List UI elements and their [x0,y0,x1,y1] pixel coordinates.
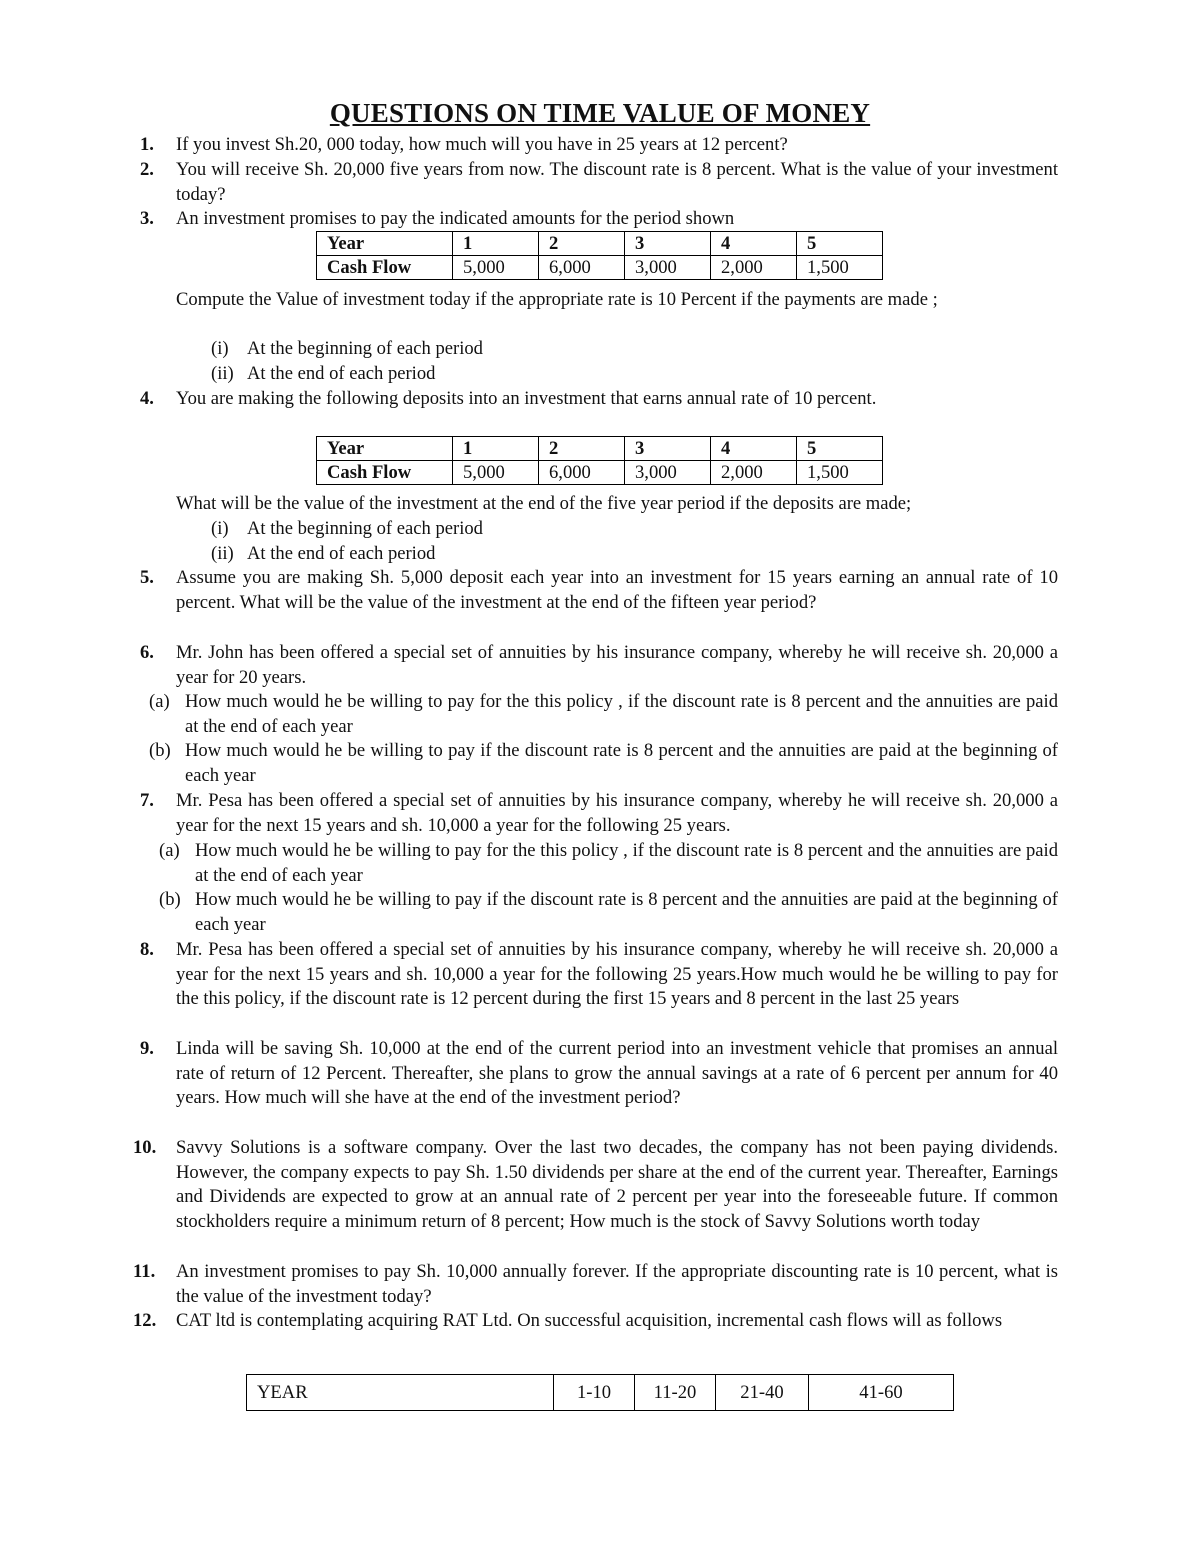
question-11 [133,1260,1058,1309]
part-label: (i) [211,518,229,539]
question-number: 3. [140,208,154,229]
cash-flow-period-table [246,1374,954,1411]
question-3-instruction: Compute the Value of investment today if the appropriate rate is 10 Percent if the payments are made ; [176,289,938,310]
table-cell: 3,000 [625,256,711,280]
deposit-table [316,436,883,485]
part-label: (a) [159,840,180,861]
table-cell: 6,000 [539,256,625,280]
table-row [317,232,883,256]
part-label: (i) [211,338,229,359]
question-text: Assume you are making Sh. 5,000 deposit each year into an investment for 15 years earning an annual rate of 10 percent. What will be the value of the investment at the end of the fifteen year period? [176,567,1058,613]
question-text: Mr. Pesa has been offered a special set of annuities by his insurance company, whereby he will receive sh. 20,000 a year for the next 15 years and sh. 10,000 a year for the following 25 years.How much would he be willing to pay for the this policy, if the discount rate is 12 percent during the first 15 years and 8 percent in the last 25 years [176,939,1058,1010]
table-header-cell: 5 [797,232,883,256]
part-text: How much would he be willing to pay if the discount rate is 8 percent and the annuities are paid at the beginning of each year [195,889,1058,935]
table-row [317,461,883,485]
part-label: (ii) [211,543,234,564]
question-text: Mr. Pesa has been offered a special set of annuities by his insurance company, whereby he will receive sh. 20,000 a year for the next 15 years and sh. 10,000 a year for the following 25 years. [176,790,1058,836]
table-row-label: Cash Flow [317,461,453,485]
question-3-part-i [211,337,811,362]
question-text: Mr. John has been offered a special set of annuities by his insurance company, whereby he will receive sh. 20,000 a year for 20 years. [176,642,1058,688]
part-label: (a) [149,691,170,712]
table-header-cell: 2 [539,232,625,256]
question-6-part-b [149,739,1058,788]
table-header-cell: Year [317,232,453,256]
table-header-cell: 1 [453,232,539,256]
part-text: How much would he be willing to pay if the discount rate is 8 percent and the annuities are paid at the beginning of each year [185,740,1058,786]
part-text: At the end of each period [247,363,436,384]
question-number: 9. [140,1038,154,1059]
question-3-part-ii [211,362,811,387]
question-number: 2. [140,159,154,180]
table-cell: 3,000 [625,461,711,485]
table-row [317,256,883,280]
part-text: At the beginning of each period [247,518,483,539]
table-cell: 1,500 [797,461,883,485]
question-number: 4. [140,388,154,409]
question-3 [133,207,1058,232]
question-number: 5. [140,567,154,588]
question-text: You will receive Sh. 20,000 five years from now. The discount rate is 8 percent. What is the value of your investment today? [176,159,1058,205]
question-1 [133,133,1058,158]
table-header-cell: Year [317,437,453,461]
part-text: At the beginning of each period [247,338,483,359]
question-number: 8. [140,939,154,960]
question-8 [133,938,1058,1012]
question-number: 11. [133,1261,156,1282]
question-7 [133,789,1058,838]
question-text: CAT ltd is contemplating acquiring RAT Ltd. On successful acquisition, incremental cash flows will as follows [176,1310,1003,1331]
question-4-instruction: What will be the value of the investment at the end of the five year period if the deposits are made; [176,493,912,514]
question-number: 12. [133,1310,157,1331]
table-header-cell: 1 [453,437,539,461]
table-cell: 6,000 [539,461,625,485]
table-header-cell: 4 [711,232,797,256]
question-number: 7. [140,790,154,811]
question-number: 10. [133,1137,157,1158]
question-2 [133,158,1058,207]
part-label: (b) [149,740,171,761]
table-row [247,1375,954,1411]
table-row [317,437,883,461]
question-number: 1. [140,134,154,155]
question-text: An investment promises to pay the indicated amounts for the period shown [176,208,735,229]
question-text: If you invest Sh.20, 000 today, how much will you have in 25 years at 12 percent? [176,134,788,155]
question-6 [133,641,1058,690]
part-text: At the end of each period [247,543,436,564]
table-header-cell: 5 [797,437,883,461]
table-header-cell: 2 [539,437,625,461]
question-6-part-a [149,690,1058,739]
question-12 [133,1309,1058,1334]
question-4-part-ii [211,542,811,567]
question-text: You are making the following deposits into an investment that earns annual rate of 10 percent. [176,388,877,409]
table-header-cell: 41-60 [809,1375,954,1411]
table-cell: 2,000 [711,461,797,485]
question-10 [133,1136,1058,1235]
question-text: Linda will be saving Sh. 10,000 at the end of the current period into an investment vehicle that promises an annual rate of return of 12 Percent. Thereafter, she plans to grow the annual savings at a rate of 6 percent per annum for 40 years. How much will she have at the end of the investment period? [176,1038,1058,1109]
question-7-part-a [159,839,1058,888]
question-4-part-i [211,517,811,542]
question-text: Savvy Solutions is a software company. Over the last two decades, the company has not been paying dividends. However, the company expects to pay Sh. 1.50 dividends per share at the end of the current year. Thereafter, Earnings and Dividends are expected to grow at an annual rate of 2 percent per year into the foreseeable future. If common stockholders require a minimum return of 8 percent; How much is the stock of Savvy Solutions worth today [176,1137,1058,1233]
table-header-cell: 4 [711,437,797,461]
question-number: 6. [140,642,154,663]
page-title: QUESTIONS ON TIME VALUE OF MONEY [329,98,871,128]
table-header-cell: 3 [625,232,711,256]
part-label: (ii) [211,363,234,384]
question-text: An investment promises to pay Sh. 10,000 annually forever. If the appropriate discounting rate is 10 percent, what is the value of the investment today? [176,1261,1058,1307]
question-4 [133,387,1058,412]
table-cell: 5,000 [453,461,539,485]
table-header-cell: YEAR [247,1375,554,1411]
question-5 [133,566,1058,615]
table-row-label: Cash Flow [317,256,453,280]
table-header-cell: 1-10 [554,1375,635,1411]
question-9 [133,1037,1058,1111]
table-cell: 2,000 [711,256,797,280]
table-header-cell: 3 [625,437,711,461]
cash-flow-table [316,231,883,280]
part-text: How much would he be willing to pay for the this policy , if the discount rate is 8 percent and the annuities are paid at the end of each year [195,840,1058,886]
part-text: How much would he be willing to pay for the this policy , if the discount rate is 8 percent and the annuities are paid at the end of each year [185,691,1058,737]
question-7-part-b [159,888,1058,937]
table-cell: 1,500 [797,256,883,280]
part-label: (b) [159,889,181,910]
table-header-cell: 11-20 [635,1375,716,1411]
table-cell: 5,000 [453,256,539,280]
table-header-cell: 21-40 [716,1375,809,1411]
